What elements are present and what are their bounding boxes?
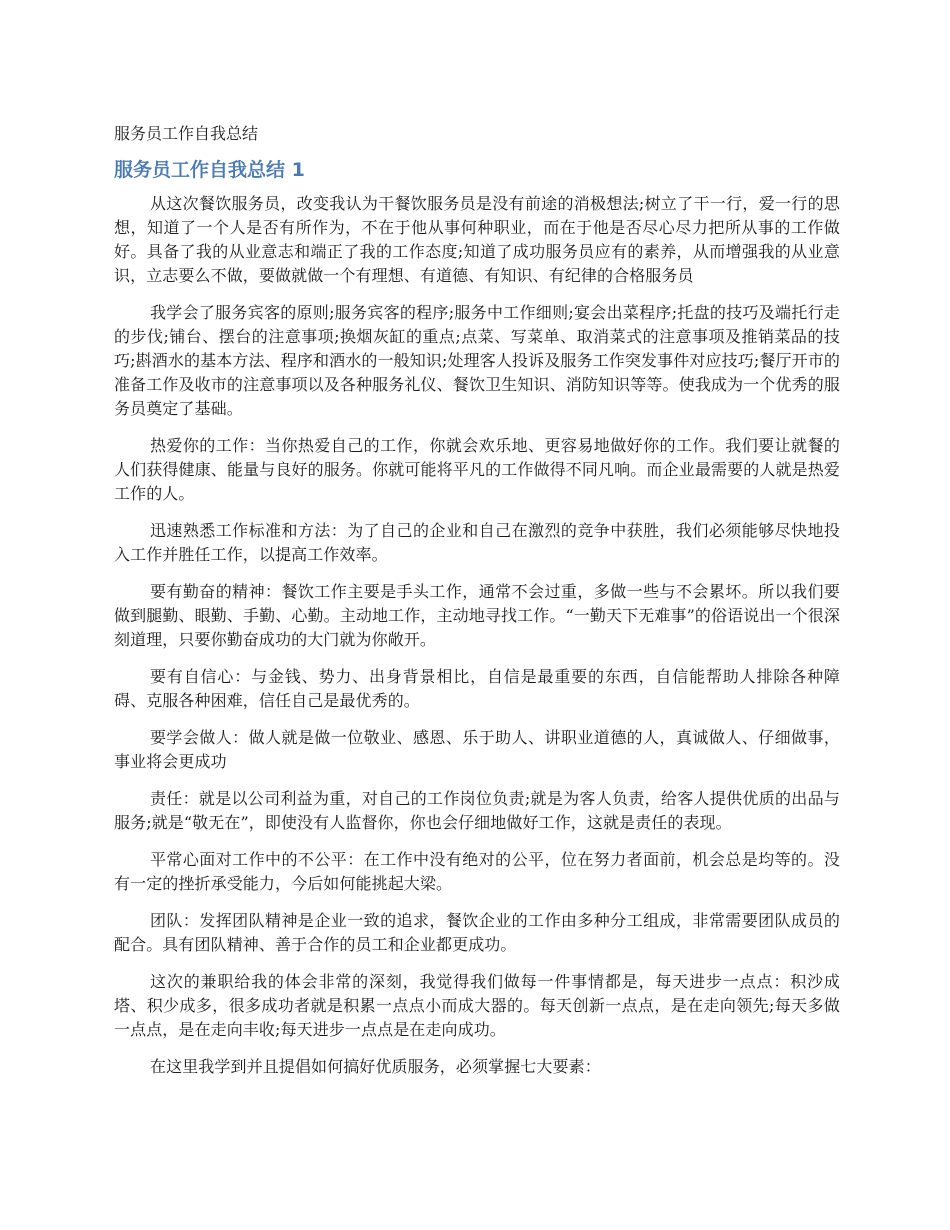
- document-page: [114, 120, 840, 1092]
- paragraph: 要有自信心：与金钱、势力、出身背景相比，自信是最重要的东西，自信能帮助人排除各种障碍、克服各种困难，信任自己是最优秀的。: [114, 667, 840, 710]
- paragraph: 责任：就是以公司利益为重，对自己的工作岗位负责;就是为客人负责，给客人提供优质的出品与服务;就是“敬无在”，即使没有人监督你，你也会仔细地做好工作，这就是责任的表现。: [114, 789, 840, 832]
- document-title: 服务员工作自我总结: [114, 124, 259, 143]
- paragraph: 我学会了服务宾客的原则;服务宾客的程序;服务中工作细则;宴会出菜程序;托盘的技巧及端托行走的步伐;铺台、摆台的注意事项;换烟灰缸的重点;点菜、写菜单、取消菜式的注意事项及推销菜品的技巧;斟酒水的基本方法、程序和酒水的一般知识;处理客人投诉及服务工作突发事件对应技巧;餐厅开市的准备工作及收市的注意事项以及各种服务礼仪、餐饮卫生知识、消防知识等等。使我成为一个优秀的服务员奠定了基础。: [114, 303, 840, 418]
- paragraph: 在这里我学到并且提倡如何搞好优质服务，必须掌握七大要素：: [150, 1057, 601, 1076]
- paragraph: 这次的兼职给我的体会非常的深刻，我觉得我们做每一件事情都是，每天进步一点点：积沙成塔、积少成多，很多成功者就是积累一点点小而成大器的。每天创新一点点，是在走向领先;每天多做一点点，是在走向丰收;每天进步一点点是在走向成功。: [114, 972, 840, 1039]
- paragraph: 要学会做人：做人就是做一位敬业、感恩、乐于助人、讲职业道德的人，真诚做人、仔细做事，事业将会更成功: [114, 728, 840, 771]
- paragraph: 要有勤奋的精神：餐饮工作主要是手头工作，通常不会过重，多做一些与不会累坏。所以我们要做到腿勤、眼勤、手勤、心勤。主动地工作，主动地寻找工作。“一勤天下无难事”的俗语说出一个很深刻道理，只要你勤奋成功的大门就为你敞开。: [114, 582, 840, 649]
- paragraph: 团队：发挥团队精神是企业一致的追求，餐饮企业的工作由多种分工组成，非常需要团队成员的配合。具有团队精神、善于合作的员工和企业都更成功。: [114, 911, 840, 954]
- paragraph: 热爱你的工作：当你热爱自己的工作，你就会欢乐地、更容易地做好你的工作。我们要让就餐的人们获得健康、能量与良好的服务。你就可能将平凡的工作做得不同凡响。而企业最需要的人就是热爱工作的人。: [114, 436, 840, 503]
- paragraph: 从这次餐饮服务员，改变我认为干餐饮服务员是没有前途的消极想法;树立了干一行，爱一行的思想，知道了一个人是否有所作为，不在于他从事何种职业，而在于他是否尽心尽力把所从事的工作做好。具备了我的从业意志和端正了我的工作态度;知道了成功服务员应有的素养，从而增强我的从业意识，立志要么不做，要做就做一个有理想、有道德、有知识、有纪律的合格服务员: [114, 194, 840, 285]
- paragraph: 迅速熟悉工作标准和方法：为了自己的企业和自己在激烈的竞争中获胜，我们必须能够尽快地投入工作并胜任工作，以提高工作效率。: [114, 521, 840, 564]
- section-heading: 服务员工作自我总结 1: [114, 159, 305, 181]
- paragraph: 平常心面对工作中的不公平：在工作中没有绝对的公平，位在努力者面前，机会总是均等的。没有一定的挫折承受能力，今后如何能挑起大梁。: [114, 850, 840, 893]
